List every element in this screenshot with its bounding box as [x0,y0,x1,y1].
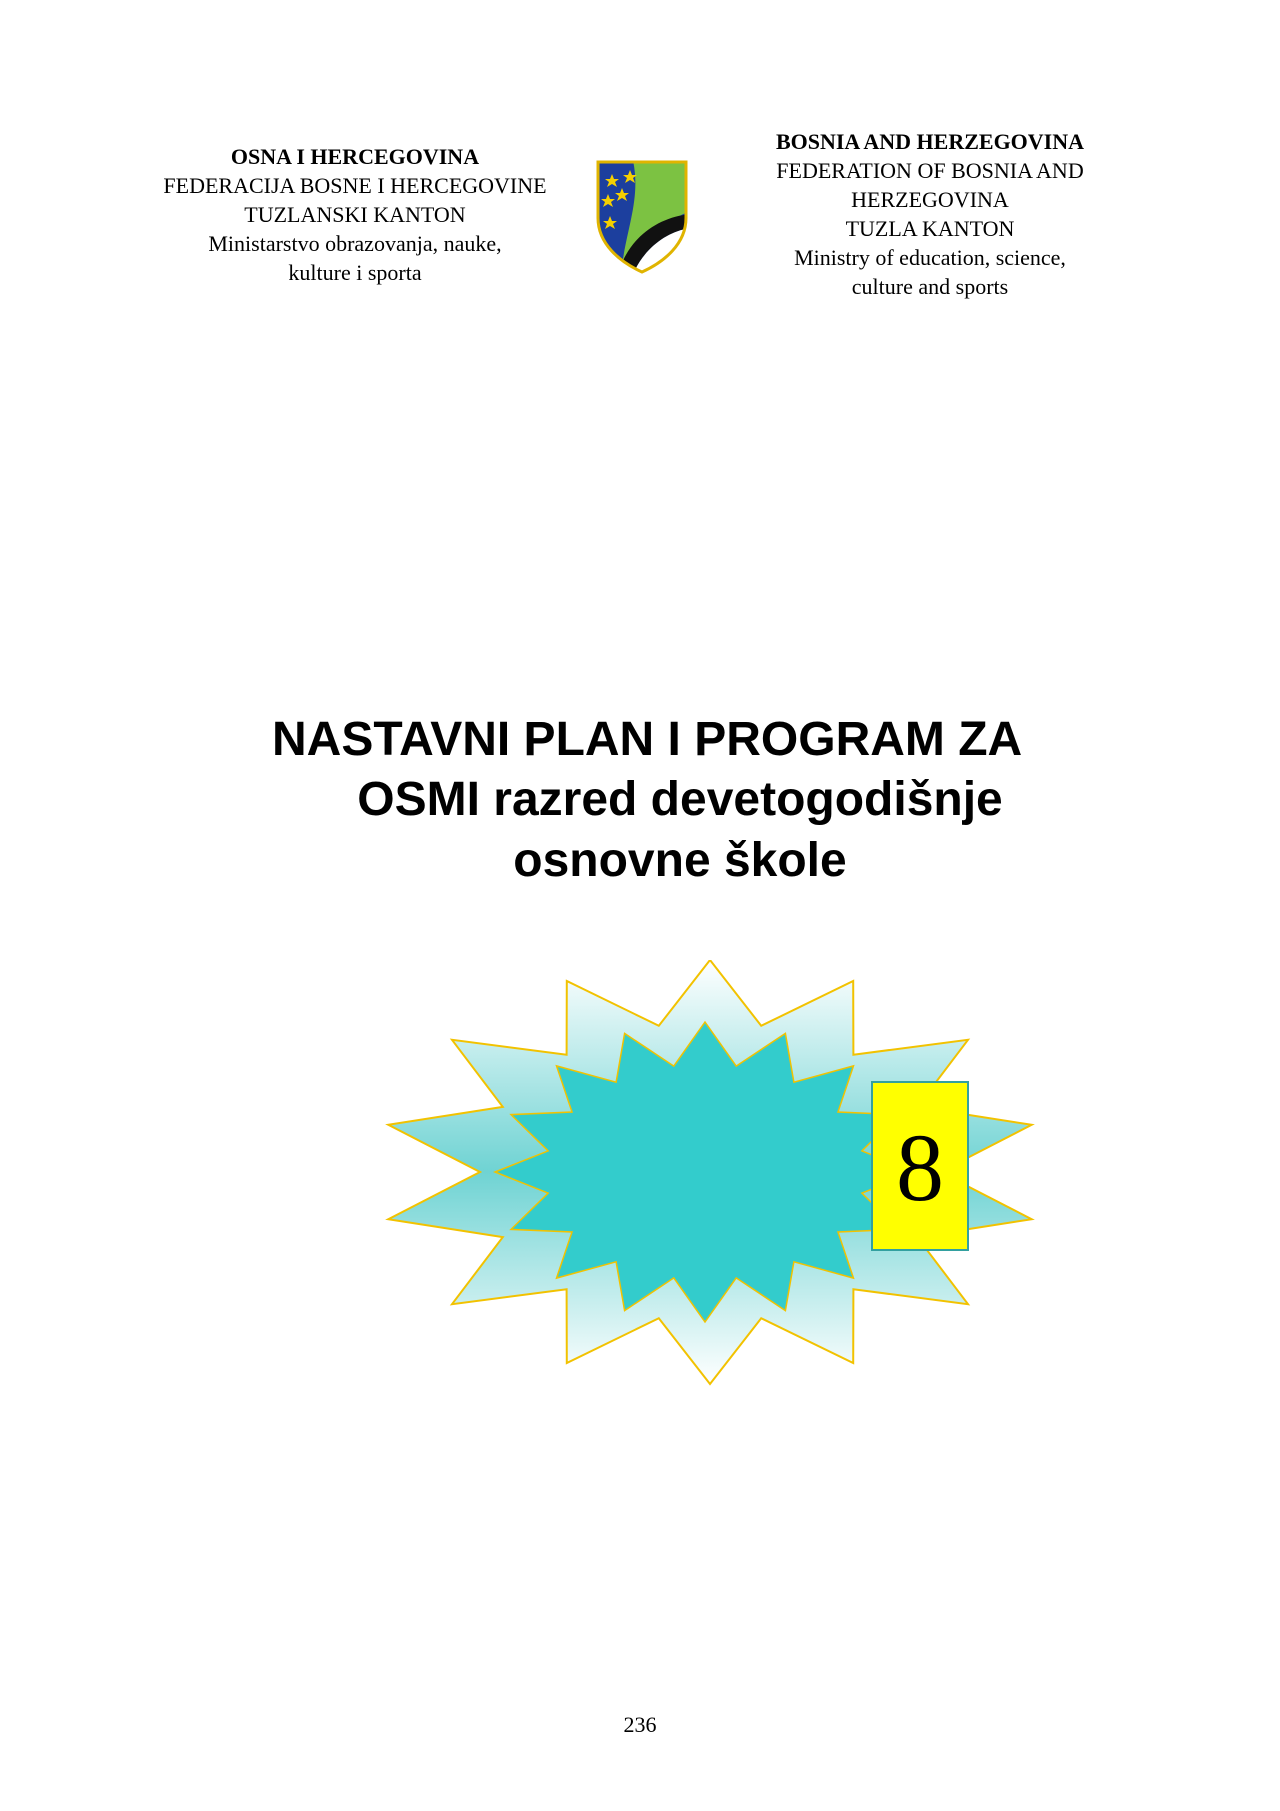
header-left-federation: FEDERACIJA BOSNE I HERCEGOVINE [163,173,547,198]
header-left-bosnian [120,142,590,287]
header-right-federation-line1: FEDERATION OF BOSNIA AND [776,158,1084,183]
page-number: 236 [623,1712,657,1737]
header-left-ministry-line1: Ministarstvo obrazovanja, nauke, [208,231,502,256]
grade-star-emblem [380,960,1060,1400]
header-right-federation-line2: HERZEGOVINA [851,187,1009,212]
title-line-3: osnovne škole [513,834,847,887]
header-left-canton: TUZLANSKI KANTON [244,202,466,227]
header-left-country: OSNA I HERCEGOVINA [230,144,480,169]
tuzla-canton-coat-of-arms-icon [592,156,692,276]
header-left-ministry-line2: kulture i sporta [288,260,422,285]
title-line-2: OSMI razred devetogodišnje [357,773,1003,826]
grade-number: 8 [896,1114,944,1221]
header-right-country: BOSNIA AND HERZEGOVINA [775,129,1085,154]
title-line-1: NASTAVNI PLAN I PROGRAM ZA [272,713,1023,766]
header-right-ministry-line1: Ministry of education, science, [794,245,1066,270]
header-right-ministry-line2: culture and sports [851,274,1009,299]
header-right-english [735,127,1125,301]
header-right-canton: TUZLA KANTON [845,216,1015,241]
inner-star-burst [495,1022,915,1322]
